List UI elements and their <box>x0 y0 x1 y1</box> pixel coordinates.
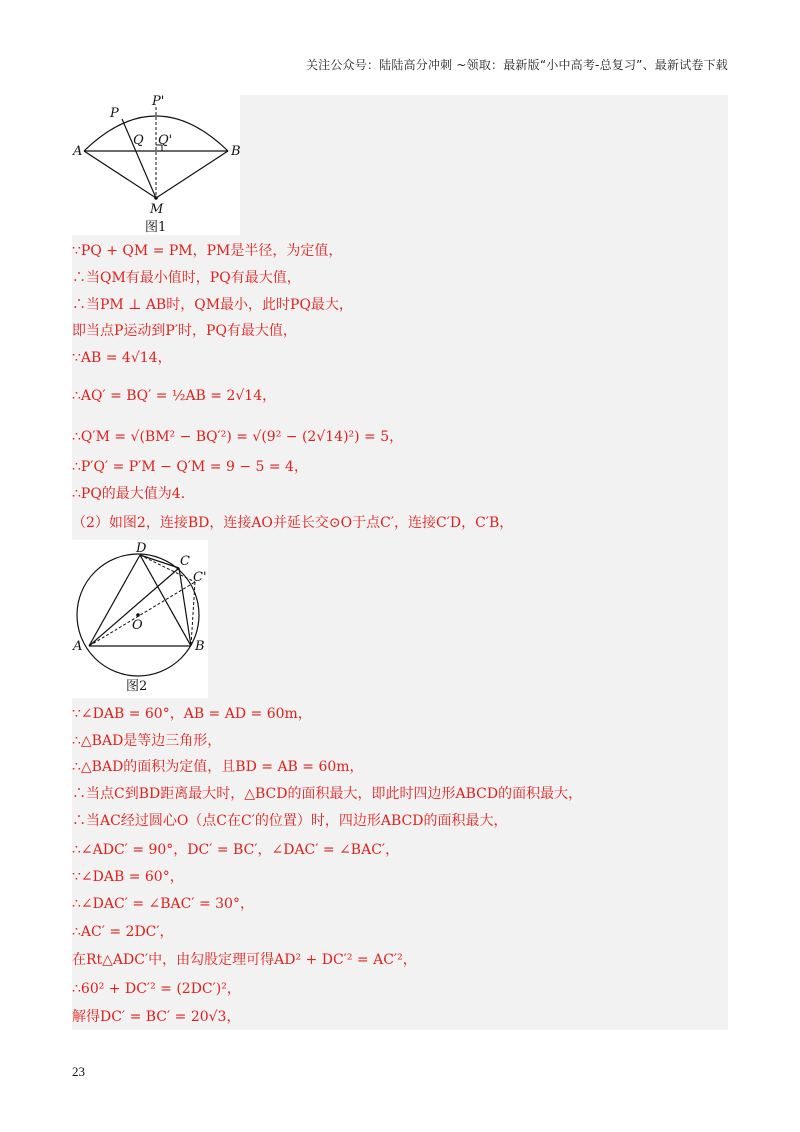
solution-line: ∵PQ + QM = PM，PM是半径，为定值， <box>72 243 343 259</box>
label-O: O <box>132 618 143 633</box>
label-P-prime: P' <box>152 95 165 109</box>
label-P: P <box>110 106 119 121</box>
label-Q-prime: Q' <box>158 133 173 148</box>
solution-line: ∴AQ′ = BQ′ = ½AB = 2√14， <box>72 388 277 404</box>
solution-line: 即当点P运动到P′时，PQ有最大值， <box>72 323 297 339</box>
label-B: B <box>231 144 240 159</box>
solution-line: ∵∠DAB = 60°，AB = AD = 60m， <box>72 706 312 722</box>
solution-line: ∴当PM ⊥ AB时，QM最小，此时PQ最大， <box>72 297 353 313</box>
content-area <box>72 95 728 1030</box>
solution-line: ∵AB = 4√14， <box>72 350 172 366</box>
solution-line: ∵∠DAB = 60°， <box>72 869 184 885</box>
label-B: B <box>195 639 205 654</box>
page-number: 23 <box>72 1064 85 1079</box>
label-M: M <box>150 202 164 217</box>
solution-line: ∴Q′M = √(BM² − BQ′²) = √(9² − (2√14)²) = 5， <box>72 429 404 445</box>
figure-1-diagram <box>72 95 240 235</box>
label-C: C <box>180 554 190 569</box>
solution-line: 在Rt△ADC′中，由勾股定理可得AD² + DC′² = AC′²， <box>72 952 417 968</box>
page-header: 关注公众号：陆陆高分冲刺 ~领取：最新版“小中高考-总复习”、最新试卷下载 <box>305 58 728 72</box>
solution-line: ∴当点C到BD距离最大时，△BCD的面积最大，即此时四边形ABCD的面积最大， <box>72 786 583 802</box>
label-Q: Q <box>133 133 144 148</box>
figure-1-caption: 图1 <box>145 220 167 235</box>
label-A: A <box>73 144 83 159</box>
solution-line: ∴AC′ = 2DC′， <box>72 924 174 940</box>
solution-line: ∴∠DAC′ = ∠BAC′ = 30°， <box>72 896 254 912</box>
label-D: D <box>136 541 147 556</box>
solution-line: ∴当QM有最小值时，PQ有最大值， <box>72 270 301 286</box>
solution-line: ∴60² + DC′² = (2DC′)²， <box>72 981 241 997</box>
solution-line: ∴当AC经过圆心O（点C在C′的位置）时，四边形ABCD的面积最大， <box>72 813 508 829</box>
solution-line: ∴△BAD是等边三角形， <box>72 733 222 749</box>
solution-line: （2）如图2，连接BD，连接AO并延长交⊙O于点C′，连接C′D，C′B， <box>72 515 514 531</box>
solution-line: ∴P′Q′ = P′M − Q′M = 9 − 5 = 4， <box>72 459 308 475</box>
figure-1 <box>72 95 240 235</box>
label-C-prime: C' <box>193 570 207 585</box>
figure-2 <box>72 540 208 698</box>
solution-line: ∴△BAD的面积为定值，且BD = AB = 60m， <box>72 759 364 775</box>
solution-line: ∴PQ的最大值为4． <box>72 486 195 502</box>
figure-2-caption: 图2 <box>126 679 148 694</box>
solution-line: 解得DC′ = BC′ = 20√3， <box>72 1009 241 1025</box>
solution-line: ∴∠ADC′ = 90°，DC′ = BC′，∠DAC′ = ∠BAC′， <box>72 842 400 858</box>
figure-2-diagram <box>72 540 208 698</box>
label-A: A <box>73 639 83 654</box>
